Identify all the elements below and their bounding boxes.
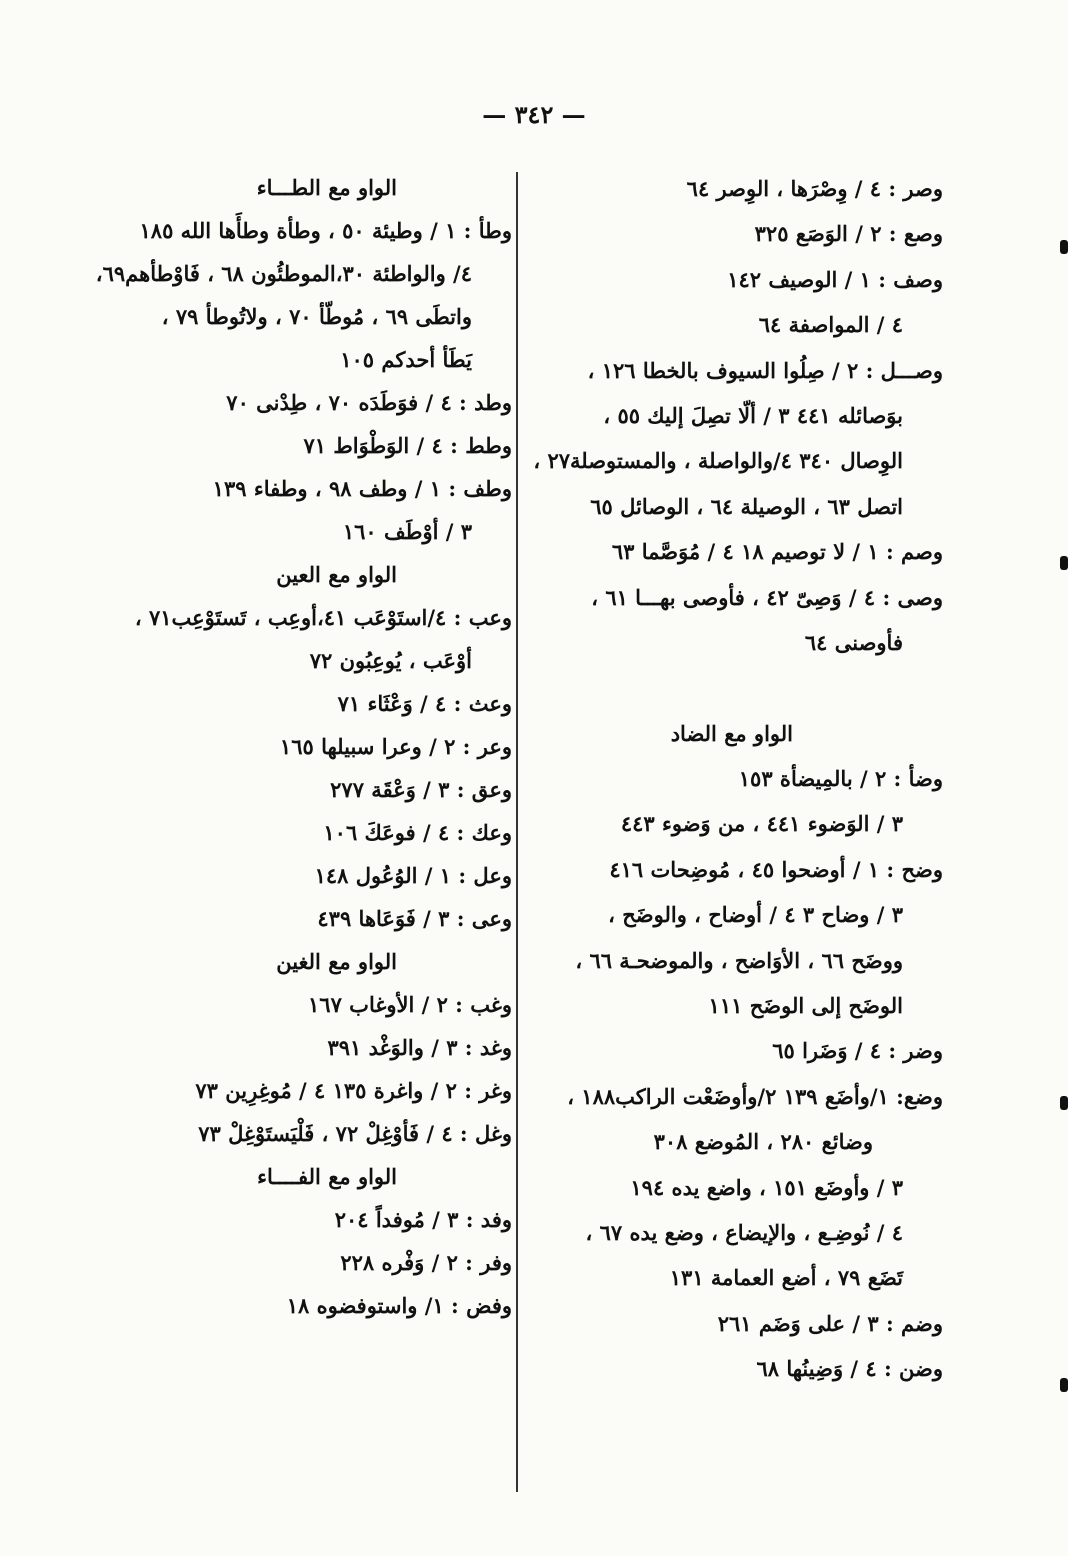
index-entry: وضن : ٤ / وَضِينُها ٦٨	[756, 1356, 943, 1382]
index-entry: وغر : ٢ / واغرة ١٣٥ ٤ / مُوغِرِين ٧٣	[195, 1078, 512, 1103]
right-column	[528, 166, 943, 1392]
index-entry: بوَصائله ٤٤١ ٣ / ألّا تصِلَ إليك ٥٥ ،	[603, 402, 903, 428]
index-entry: وضائع ٢٨٠ ، المُوضع ٣٠٨	[653, 1129, 873, 1155]
index-entry: فأوصنى ٦٤	[804, 629, 903, 655]
index-entry: وغب : ٢ / الأوغاب ١٦٧	[308, 992, 512, 1017]
index-entry: ٤/ والواطئة ٣٠،الموطئُون ٦٨ ، فَاوْطأهم٦٩،	[95, 261, 472, 286]
index-entry: ٣ / أوْطَف ١٦٠	[342, 519, 472, 544]
index-entry: وعب : ٤/استَوْعَب ٤١،أوعِب ، تَستَوْعِب٧١ ،	[134, 605, 512, 630]
index-entry: وطط : ٤ / الوَطْوَاط ٧١	[303, 433, 512, 458]
spacer	[528, 665, 943, 710]
index-entry: وصـــل : ٢ / صِلُوا السيوف بالخطا ١٢٦ ،	[587, 357, 943, 383]
section-heading: الواو مع الغين	[276, 949, 397, 974]
index-entry: ٣ / وأوضَع ١٥١ ، واضع يده ١٩٤	[630, 1174, 903, 1200]
index-entry: وضأ : ٢ / بالمِيضأة ١٥٣	[738, 766, 943, 792]
index-entry: تَضَع ٧٩ ، أضع العمامة ١٣١	[669, 1265, 903, 1291]
index-entry: وضح : ١ / أوضحوا ٤٥ ، مُوضِحات ٤١٦	[609, 856, 943, 882]
index-entry: وطد : ٤ / فوَطَدَه ٧٠ ، طِدْنى ٧٠	[226, 390, 512, 415]
index-entry: وعى : ٣ / فَوَعَاها ٤٣٩	[317, 906, 512, 931]
index-entry: وغل : ٤ / فَأوْغِلْ ٧٢ ، فَلْيَستَوْغِلْ ٧٣	[198, 1121, 512, 1146]
index-entry: واتطَى ٦٩ ، مُوطّأ ٧٠ ، ولاتُوطأ ٧٩ ،	[161, 304, 472, 329]
section-heading: الواو مع الفــــاء	[257, 1164, 397, 1189]
index-entry: وفر : ٢ / وَفْره ٢٢٨	[340, 1250, 512, 1275]
page-number: — ٣٤٢ —	[482, 100, 586, 129]
index-entry: وعل : ١ / الوُعُول ١٤٨	[314, 863, 512, 888]
index-entry: وضع: ١/وأضَع ١٣٩ ٢/وأوضَعْت الراكب١٨٨ ،	[567, 1083, 943, 1109]
index-entry: وغد : ٣ / والوَغْد ٣٩١	[327, 1035, 512, 1060]
margin-mark	[1060, 240, 1068, 254]
index-entry: وعر : ٢ / وعرا سبيلها ١٦٥	[279, 734, 512, 759]
index-entry: وصع : ٢ / الوَصَع ٣٢٥	[754, 221, 943, 247]
index-entry: ٤ / نُوضِـع ، والإيضاع ، وضع يده ٦٧ ،	[585, 1219, 903, 1245]
margin-mark	[1060, 556, 1068, 570]
index-entry: وصم : ١ / لا توصيم ١٨ ٤ / مُوَصَّما ٦٣	[611, 539, 943, 565]
index-entry: وطف : ١ / وطف ٩٨ ، وطفاء ١٣٩	[212, 476, 512, 501]
index-entry: وعق : ٣ / وَعْقَة ٢٧٧	[330, 777, 512, 802]
index-entry: ٣ / وضاح ٣ ٤ / أوضاح ، والوضَح ،	[608, 902, 903, 928]
section-heading: الواو مع الطـــاء	[256, 175, 397, 200]
index-entry: ٤ / المواصفة ٦٤	[758, 312, 903, 338]
index-entry: وفض : ١/ واستوفضوه ١٨	[286, 1293, 512, 1318]
index-entry: اتصل ٦٣ ، الوصيلة ٦٤ ، الوصائل ٦٥	[590, 493, 903, 519]
index-entry: أوْعَب ، يُوعِبُون ٧٢	[309, 648, 472, 673]
index-entry: الوضَح إلى الوضَح ١١١	[708, 993, 903, 1019]
index-entry: الوِصال ٣٤٠ ٤/والواصلة ، والمستوصلة٢٧ ،	[533, 448, 903, 474]
index-entry: وعك : ٤ / فوعَكَ ١٠٦	[323, 820, 512, 845]
index-entry: وعث : ٤ / وَعْثَاء ٧١	[337, 691, 512, 716]
index-entry: ووضَح ٦٦ ، الأوَاضح ، والموضحـة ٦٦ ،	[575, 947, 903, 973]
index-entry: وضم : ٣ / على وَضَم ٢٦١	[717, 1310, 943, 1336]
index-entry: يَطَأ أحدكم ١٠٥	[340, 347, 472, 372]
index-entry: وصف : ١ / الوصيف ١٤٢	[727, 266, 943, 292]
index-entry: وطأ : ١ / وطيئة ٥٠ ، وطأة وطأَها الله ١٨٥	[139, 218, 512, 243]
margin-mark	[1060, 1096, 1068, 1110]
index-entry: وصى : ٤ / وَصِىّ ٤٢ ، فأوصى بهـــا ٦١ ،	[591, 584, 943, 610]
column-divider	[516, 172, 518, 1492]
index-entry: ٣ / الوَضوء ٤٤١ ، من وَضوء ٤٤٣	[620, 811, 903, 837]
left-column	[80, 166, 512, 1327]
index-entry: وصر : ٤ / وِصْرَها ، الوِصر ٦٤	[686, 176, 943, 201]
section-heading: الواو مع الضاد	[670, 720, 793, 746]
index-entry: وفد : ٣ / مُوفداً ٢٠٤	[334, 1207, 512, 1232]
section-heading: الواو مع العين	[276, 562, 397, 587]
margin-mark	[1060, 1378, 1068, 1392]
index-entry: وضر : ٤ / وَضَرا ٦٥	[772, 1038, 943, 1064]
